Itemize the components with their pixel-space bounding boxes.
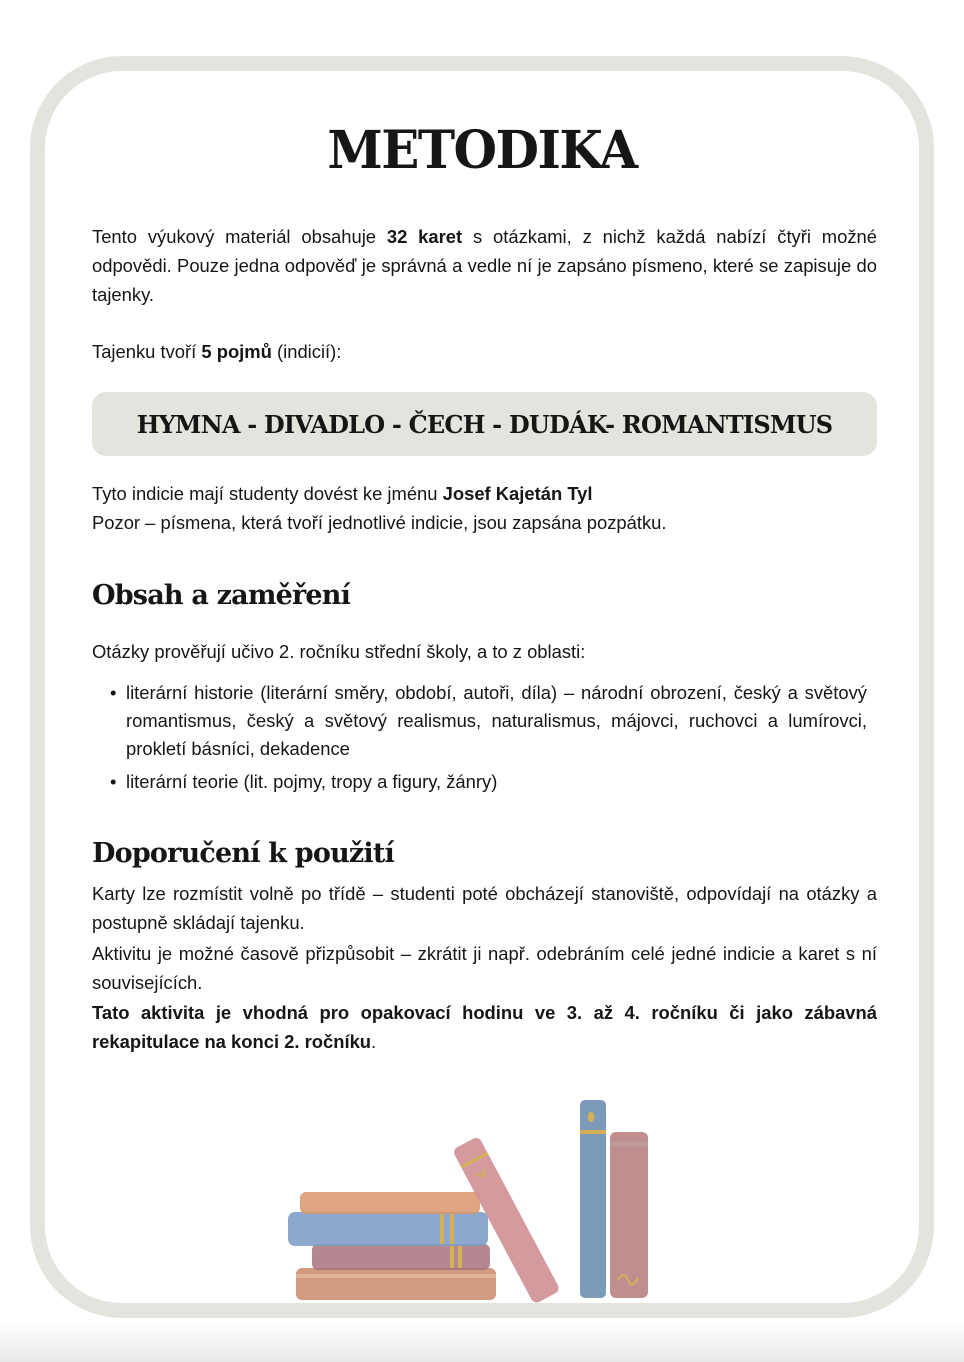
standing-blue-book [580, 1100, 606, 1298]
section2-para1: Karty lze rozmístit volně po třídě – studenti poté obcházejí stanoviště, odpovídají na otázky a postupně skládají tajenku. [92, 883, 877, 933]
section-heading-doporuceni: Doporučení k použití [92, 838, 395, 869]
books-illustration [280, 1090, 660, 1305]
section2-para3 [92, 998, 877, 1056]
bullet-dot: • [110, 682, 117, 703]
list-item [92, 768, 867, 796]
book-stack [288, 1192, 496, 1300]
hint-text: Tyto indicie mají studenty dovést ke jménu [92, 483, 443, 504]
list-item-text: literární teorie (lit. pojmy, tropy a figury, žánry) [126, 771, 498, 792]
hint-warning: Pozor – písmena, která tvoří jednotlivé indicie, jsou zapsána pozpátku. [92, 512, 667, 533]
intro-text: Tento výukový materiál obsahuje [92, 226, 387, 247]
standing-rose-book [610, 1132, 648, 1298]
solution-banner-text: HYMNA - DIVADLO - ČECH - DUDÁK- ROMANTISMUS [136, 409, 833, 439]
bullet-dot: • [110, 771, 117, 792]
section1-lead: Otázky prověřují učivo 2. ročníku střední školy, a to z oblasti: [92, 641, 586, 662]
hint-paragraph [92, 479, 877, 537]
tajenka-paragraph [92, 337, 877, 366]
list-item [92, 679, 867, 763]
recommendation-end: . [371, 1031, 377, 1052]
intro-paragraph [92, 222, 877, 309]
tajenka-count: 5 pojmů [201, 341, 272, 362]
page-title: METODIKA [327, 118, 637, 181]
section2-para2: Aktivitu je možné časově přizpůsobit – zkrátit ji např. odebráním celé jedné indicie a karet s ní souvisejících. [92, 943, 877, 993]
section-heading-obsah: Obsah a zaměření [92, 580, 351, 611]
tajenka-text: Tajenku tvoří [92, 341, 202, 362]
intro-text-rest: s otázkami, z nichž každá nabízí čtyři možné odpovědi. Pouze jedna odpověď je správná a vedle ní je zapsáno písmeno, které se zapisuje do tajenky. [92, 226, 878, 305]
list-item-text: literární historie (literární směry, období, autoři, díla) – národní obrození, český a světový romantismus, český a světový realismus, naturalismus, májovci, ruchovci a lumírovci, prokletí básníci, dekadence [126, 682, 867, 759]
solution-banner [92, 392, 877, 456]
tajenka-text-rest: (indicií): [271, 341, 342, 362]
recommendation-bold: Tato aktivita je vhodná pro opakovací hodinu ve 3. až 4. ročníku či jako zábavná rekapitulace na konci 2. ročníku [92, 1002, 877, 1052]
intro-card-count: 32 karet [386, 226, 463, 247]
hint-answer-name: Josef Kajetán Tyl [442, 483, 593, 504]
